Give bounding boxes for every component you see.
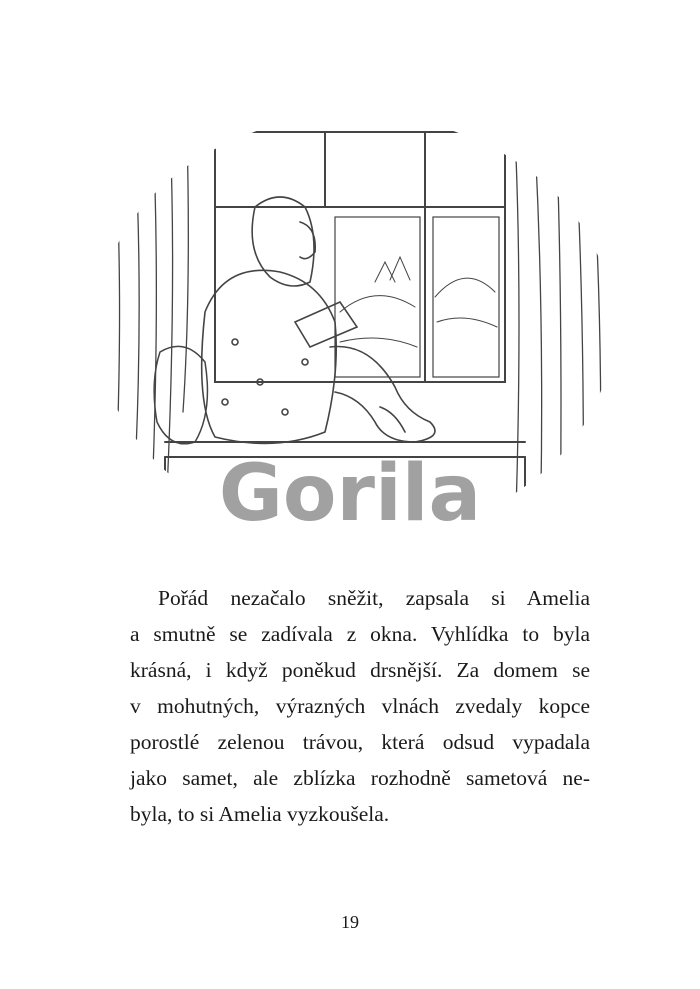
- landscape-hills: [340, 257, 497, 347]
- text-line: jako samet, ale zblízka rozhodně sametová ne-: [130, 766, 590, 790]
- text-line: a smutně se zadívala z okna. Vyhlídka to byla: [130, 622, 590, 646]
- page-number: 19: [341, 912, 359, 932]
- body-paragraph: [130, 580, 590, 832]
- pillow: [154, 346, 207, 443]
- text-line: byla, to si Amelia vyzkoušela.: [130, 802, 390, 826]
- text-line: Pořád nezačalo sněžit, zapsala si Amelia: [158, 586, 590, 610]
- girl-figure: [202, 197, 435, 443]
- text-line: v mohutných, výrazných vlnách zvedaly kopce: [130, 694, 590, 718]
- window-frame: [215, 132, 505, 382]
- watermark-logo: Gorila: [218, 449, 482, 539]
- text-line: krásná, i když poněkud drsnější. Za domem se: [130, 658, 590, 682]
- text-line: porostlé zelenou trávou, která odsud vypadala: [130, 730, 590, 754]
